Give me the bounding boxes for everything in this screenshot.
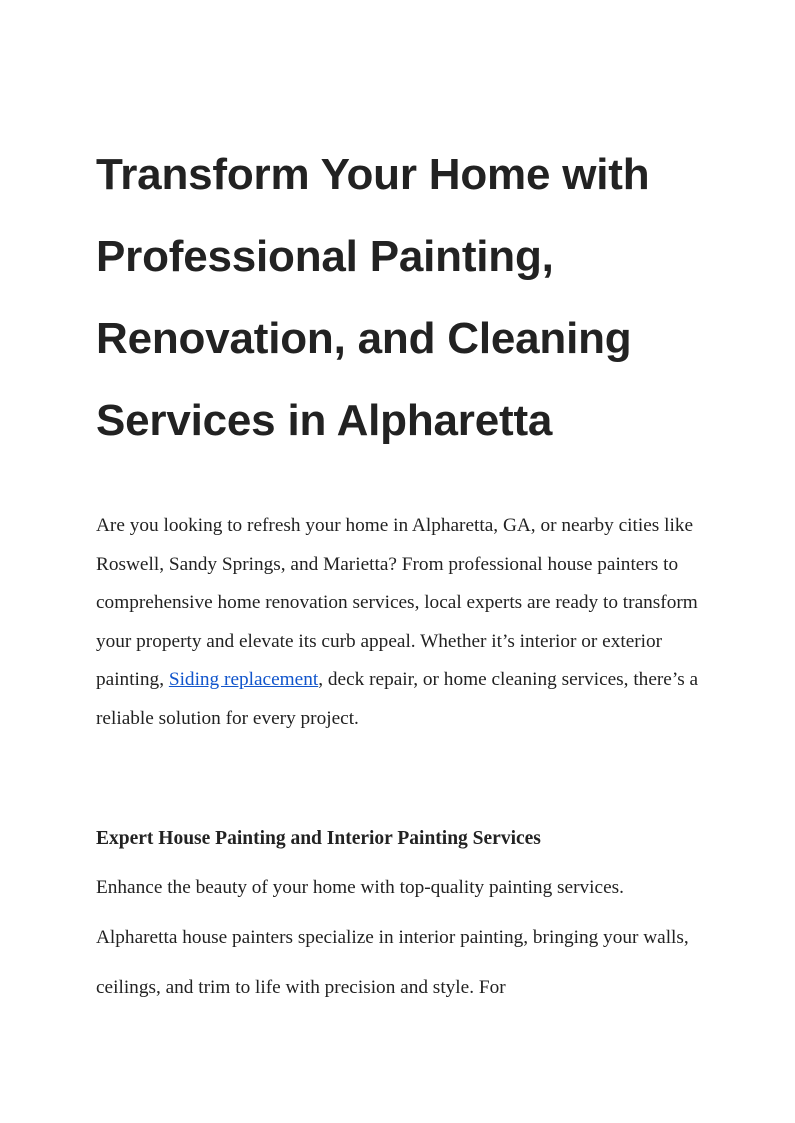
article-title: Transform Your Home with Professional Painting, Renovation, and Cleaning Services in Alpharetta [96, 150, 650, 445]
intro-text-before-link: Are you looking to refresh your home in Alpharetta, GA, or nearby cities like Roswell, Sandy Springs, and Marietta? From professional house painters to comprehensive home renovation services, local experts are ready to transform your property and elevate its curb appeal. Whether it’s interior or exterior painting, [96, 515, 698, 691]
section-heading: Expert House Painting and Interior Painting Services [96, 828, 541, 849]
intro-text-after-link: , deck repair, or home cleaning services, there’s a reliable solution for every project. [96, 669, 699, 729]
intro-paragraph [96, 507, 706, 739]
siding-replacement-link[interactable]: Siding replacement [168, 669, 319, 691]
section-paragraph: Enhance the beauty of your home with top-quality painting services. Alpharetta house painters specialize in interior painting, bringing your walls, ceilings, and trim to life with precision and style. For [96, 877, 689, 998]
